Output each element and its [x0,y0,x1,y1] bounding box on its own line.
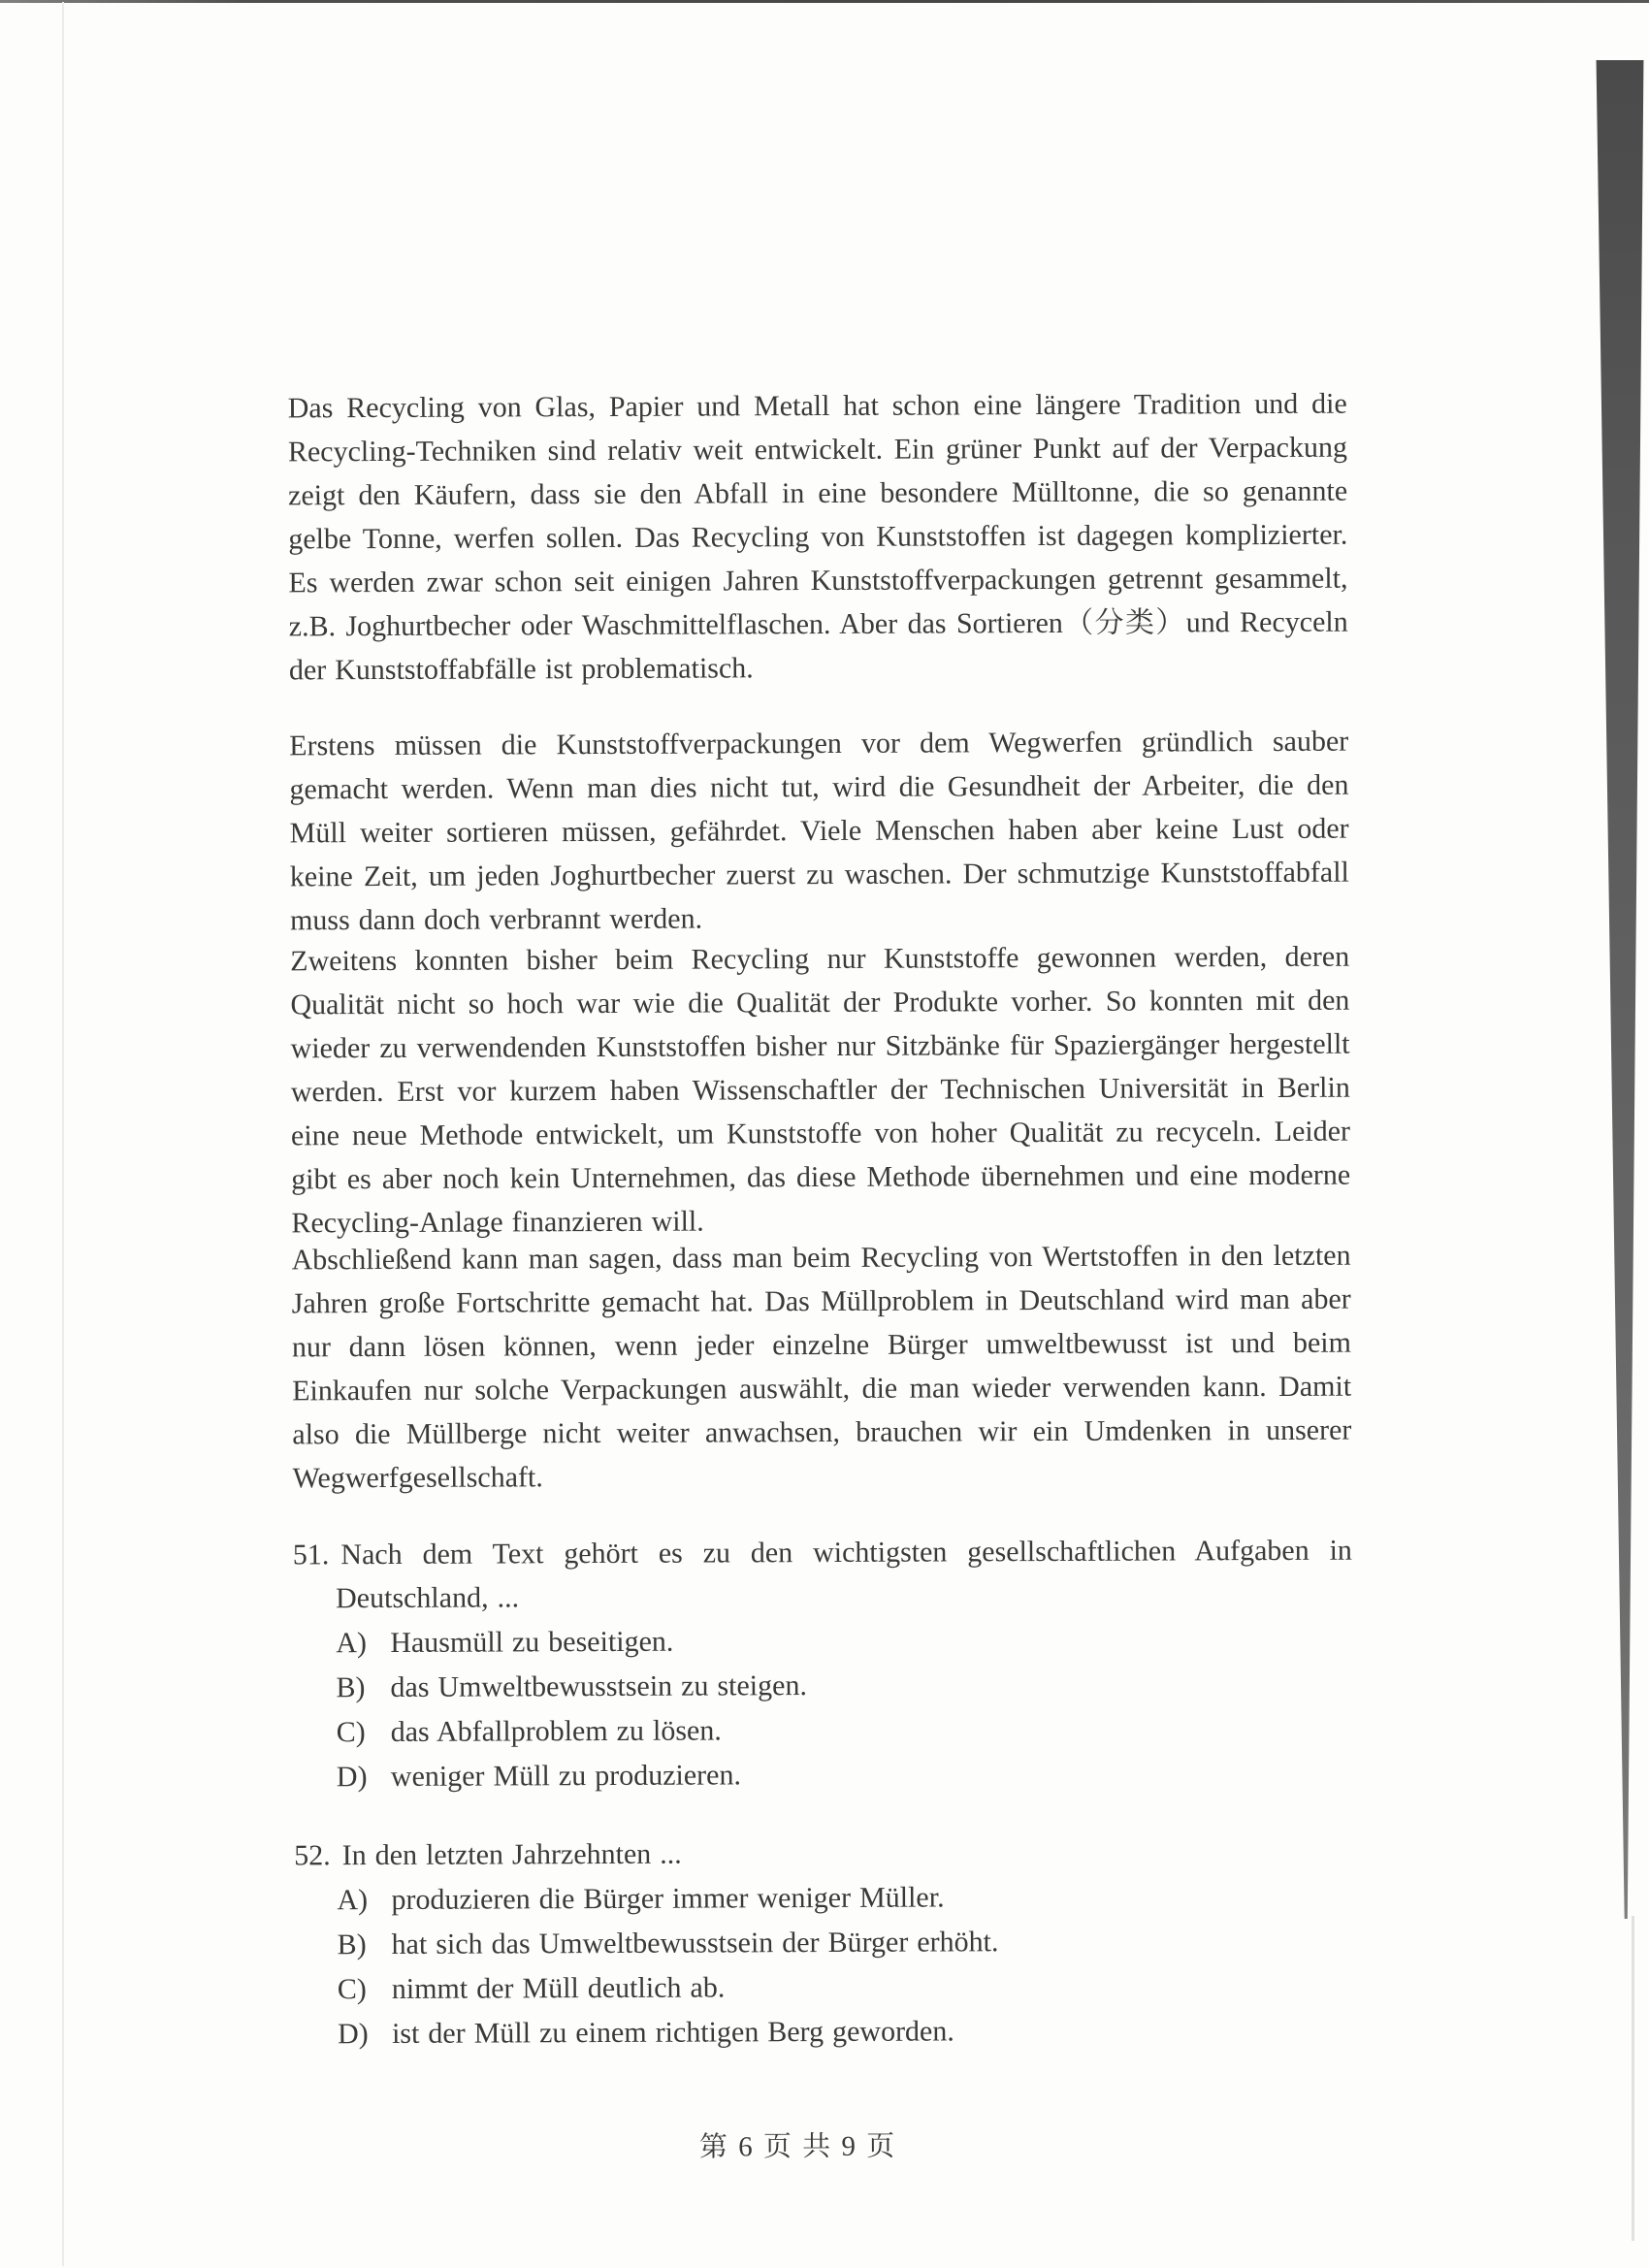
option-row-51c [337,1706,1353,1755]
passage-paragraph-3: Zweitens konnten bisher beim Recycling nur Kunststoffe gewonnen werden, deren Qualität nicht so hoch war wie die Qualität der Produkte vorher. So konnten mit den wieder zu verwendenden Kunststoffen bisher nur Sitzbänke für Spaziergänger hergestellt werden. Erst vor kurzem haben Wissenschaftler der Technischen Universität in Berlin eine neue Methode entwickelt, um Kunststoffe von hoher Qualität zu recyceln. Leider gibt es aber noch kein Unternehmen, das diese Methode übernehmen und eine moderne Recycling-Anlage finanzieren will. [290,940,1351,1240]
question-51-stem [292,1529,1352,1621]
option-text-51c: das Abfallproblem zu lösen. [390,1714,722,1748]
option-label-52d: D) [337,2018,369,2051]
option-row-52b [338,1919,1354,1967]
option-row-51a [336,1617,1352,1666]
option-label-52a: A) [337,1884,369,1917]
passage-paragraph-1: Das Recycling von Glas, Papier und Metall hat schon eine längere Tradition und die Recycling-Techniken sind relativ weit entwickelt. Ein grüner Punkt auf der Verpackung zeigt den Käufern, dass sie den Abfall in eine besondere Mülltonne, die so genannte gelbe Tonne, werfen sollen. Das Recycling von Kunststoffen ist dagegen komplizierter. Es werden zwar schon seit einigen Jahren Kunststoffverpackungen getrennt gesammelt, z.B. Joghurtbecher oder Waschmittelflaschen. Aber das Sortieren（分类）und Recyceln der Kunststoffabfälle ist problematisch. [287,387,1348,687]
question-51 [293,1529,1353,1799]
option-text-51a: Hausmüll zu beseitigen. [390,1625,674,1659]
option-row-52d [338,2008,1354,2057]
question-52-number: 52. [294,1839,331,1872]
option-text-51d: weniger Müll zu produzieren. [390,1759,742,1793]
option-text-51b: das Umweltbewusstsein zu steigen. [390,1669,807,1703]
option-label-51d: D) [336,1761,368,1794]
option-row-52a [337,1874,1353,1923]
question-52-stem-text: In den letzten Jahrzehnten ... [341,1837,682,1872]
option-text-52c: nimmt der Müll deutlich ab. [391,1971,726,2005]
option-text-52d: ist der Müll zu einem richtigen Berg geworden. [391,2015,954,2050]
question-51-stem-text: Nach dem Text gehört es zu den wichtigsten gesellschaftlichen Aufgaben in Deutschland, ... [336,1534,1352,1615]
page-number-footer [268,2122,1327,2167]
option-label-52b: B) [337,1928,367,1961]
option-label-52c: C) [337,1973,367,2006]
option-row-51b [336,1662,1352,1710]
option-label-51a: A) [336,1627,368,1660]
option-row-52c [338,1963,1354,2012]
passage-paragraph-2: Erstens müssen die Kunststoffverpackungen vor dem Wegwerfen gründlich sauber gemacht werden. Wenn man dies nicht tut, wird die Gesundheit der Arbeiter, die den Müll weiter sortieren müssen, gefährdet. Viele Menschen haben aber keine Lust oder keine Zeit, um jeden Joghurtbecher zuerst zu waschen. Der schmutzige Kunststoffabfall muss dann doch verbrannt werden. [289,725,1349,937]
passage-paragraph-4: Abschließend kann man sagen, dass man beim Recycling von Wertstoffen in den letzten Jahren große Fortschritte gemacht hat. Das Müllproblem in Deutschland wird man aber nur dann lösen können, wenn jeder einzelne Bürger umweltbewusst ist und beim Einkaufen nur solche Verpackungen auswählt, die man wieder verwenden kann. Damit also die Müllberge nicht weiter anwachsen, brauchen wir ein Umdenken in unserer Wegwerfgesellschaft. [291,1239,1352,1495]
option-label-51b: B) [336,1671,366,1704]
option-label-51c: C) [336,1716,366,1749]
page-number-text: 第 6 页 共 9 页 [698,2130,897,2163]
question-52 [294,1830,1354,2057]
question-52-stem [294,1830,1353,1878]
question-51-number: 51. [292,1539,330,1571]
option-text-52b: hat sich das Umweltbewusstsein der Bürger erhöht. [391,1926,999,1960]
option-text-52a: produzieren die Bürger immer weniger Müller. [391,1881,945,1916]
option-row-51d [337,1751,1353,1799]
